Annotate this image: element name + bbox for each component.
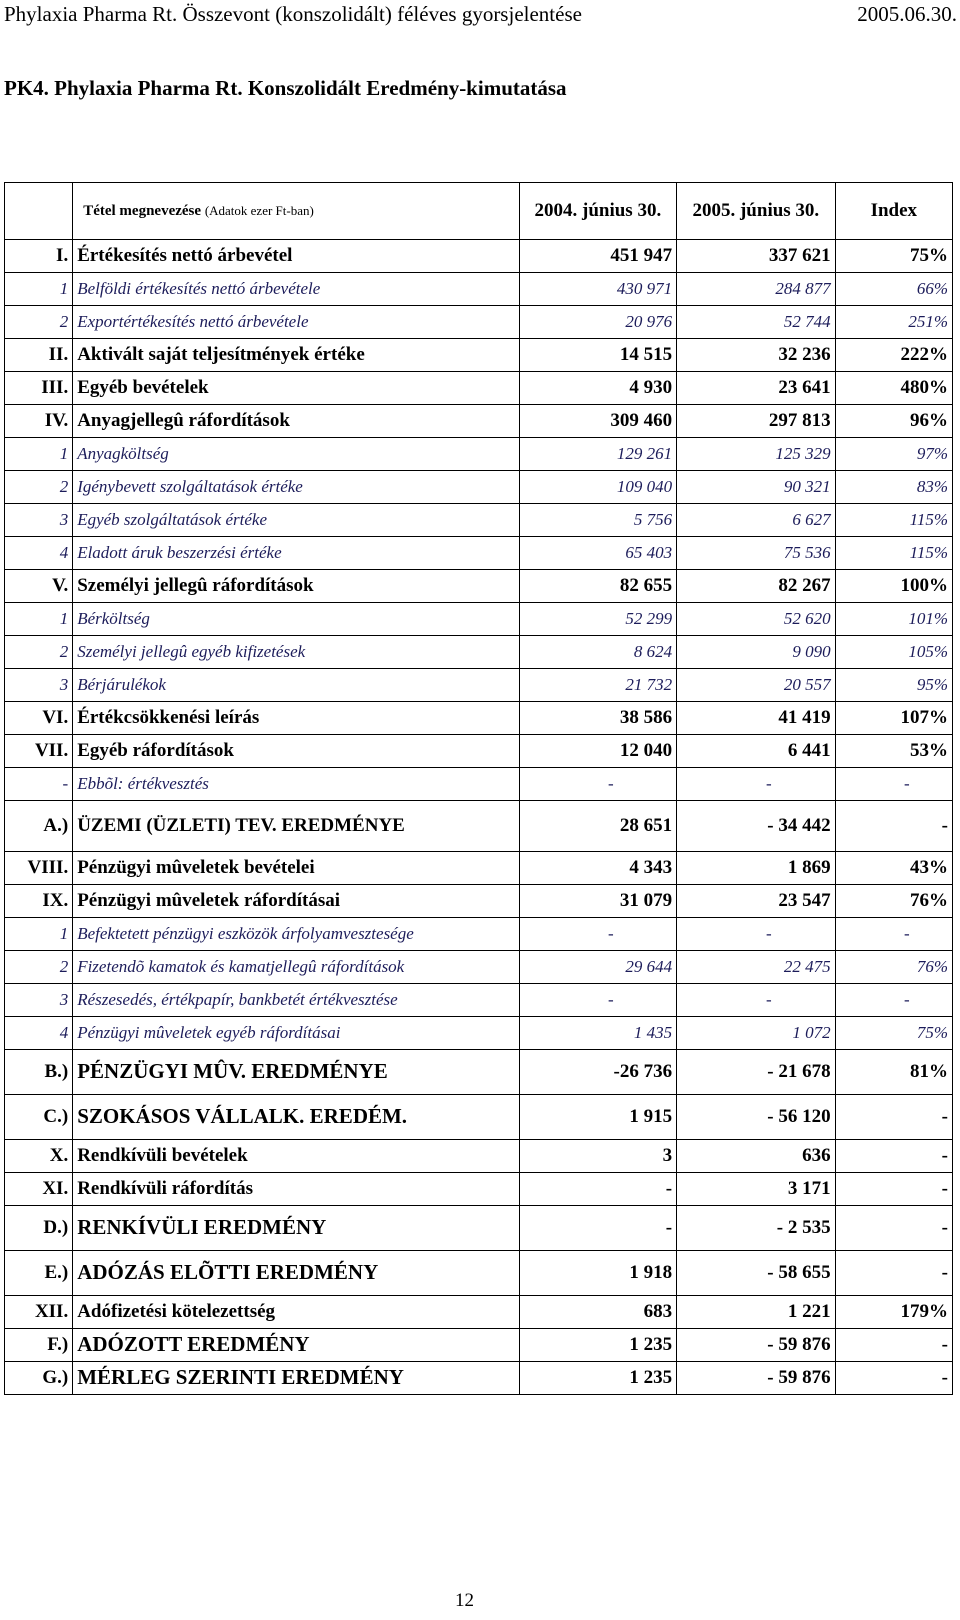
row-label: Exportértékesítés nettó árbevétele (73, 306, 519, 339)
value-2004: 14 515 (519, 339, 676, 372)
index-value: - (835, 1329, 952, 1362)
table-row (5, 1050, 953, 1095)
row-number: 2 (5, 636, 73, 669)
value-2004: 5 756 (519, 504, 676, 537)
value-2004: -26 736 (519, 1050, 676, 1095)
row-label: Ebbõl: értékvesztés (73, 768, 519, 801)
table-row (5, 372, 953, 405)
value-2004: 82 655 (519, 570, 676, 603)
value-2004: 52 299 (519, 603, 676, 636)
table-row (5, 1173, 953, 1206)
value-2005: 41 419 (677, 702, 836, 735)
table-row (5, 273, 953, 306)
row-number: V. (5, 570, 73, 603)
income-statement-table (4, 182, 953, 1395)
value-2005: 1 221 (677, 1296, 836, 1329)
index-value: 66% (835, 273, 952, 306)
value-2005: - 59 876 (677, 1329, 836, 1362)
row-label: ÜZEMI (ÜZLETI) TEV. EREDMÉNYE (73, 801, 519, 852)
row-number: III. (5, 372, 73, 405)
value-2005: 6 441 (677, 735, 836, 768)
index-value: 43% (835, 852, 952, 885)
value-2005: 32 236 (677, 339, 836, 372)
table-row (5, 1140, 953, 1173)
value-2005: 6 627 (677, 504, 836, 537)
value-2005: 337 621 (677, 240, 836, 273)
index-value: - (835, 801, 952, 852)
value-2004: 1 915 (519, 1095, 676, 1140)
value-2005: 1 869 (677, 852, 836, 885)
value-2005: - (677, 984, 836, 1017)
table-row (5, 918, 953, 951)
value-2005: 52 620 (677, 603, 836, 636)
index-value: 81% (835, 1050, 952, 1095)
table-row (5, 1206, 953, 1251)
value-2004: 28 651 (519, 801, 676, 852)
index-value: - (835, 1095, 952, 1140)
row-number: 4 (5, 537, 73, 570)
table-row (5, 885, 953, 918)
row-number: VII. (5, 735, 73, 768)
value-2004: 683 (519, 1296, 676, 1329)
page-number: 12 (455, 1590, 474, 1611)
row-label: Bérköltség (73, 603, 519, 636)
row-number: G.) (5, 1362, 73, 1395)
value-2004: - (519, 768, 676, 801)
row-number: VI. (5, 702, 73, 735)
index-value: 480% (835, 372, 952, 405)
value-2004: 430 971 (519, 273, 676, 306)
row-label: Anyagjellegû ráfordítások (73, 405, 519, 438)
row-label: Pénzügyi mûveletek ráfordításai (73, 885, 519, 918)
row-number: X. (5, 1140, 73, 1173)
row-label: Egyéb bevételek (73, 372, 519, 405)
table-row (5, 702, 953, 735)
index-value: 96% (835, 405, 952, 438)
row-number: 2 (5, 306, 73, 339)
row-number: E.) (5, 1251, 73, 1296)
value-2005: 1 072 (677, 1017, 836, 1050)
table-row (5, 603, 953, 636)
header-number-cell (5, 183, 73, 240)
row-label: ADÓZÁS ELÕTTI EREDMÉNY (73, 1251, 519, 1296)
row-label: MÉRLEG SZERINTI EREDMÉNY (73, 1362, 519, 1395)
index-value: 95% (835, 669, 952, 702)
value-2005: - 2 535 (677, 1206, 836, 1251)
value-2005: 20 557 (677, 669, 836, 702)
index-value: - (835, 1251, 952, 1296)
value-2005: 9 090 (677, 636, 836, 669)
row-label: Személyi jellegû ráfordítások (73, 570, 519, 603)
value-2004: 65 403 (519, 537, 676, 570)
row-number: C.) (5, 1095, 73, 1140)
value-2005: 636 (677, 1140, 836, 1173)
table-row (5, 405, 953, 438)
value-2005: 22 475 (677, 951, 836, 984)
header-item-label: Tétel megnevezése (83, 202, 202, 219)
row-number: XII. (5, 1296, 73, 1329)
index-value: 251% (835, 306, 952, 339)
row-number: 2 (5, 471, 73, 504)
index-value: 115% (835, 504, 952, 537)
index-value: - (835, 918, 952, 951)
value-2005: 23 547 (677, 885, 836, 918)
header-item-name (73, 183, 519, 240)
header-col-2005: 2005. június 30. (677, 183, 836, 240)
value-2004: 4 930 (519, 372, 676, 405)
table-row (5, 240, 953, 273)
header-col-index: Index (835, 183, 952, 240)
value-2004: 29 644 (519, 951, 676, 984)
value-2005: 82 267 (677, 570, 836, 603)
row-label: Értékcsökkenési leírás (73, 702, 519, 735)
value-2004: - (519, 1173, 676, 1206)
value-2005: 297 813 (677, 405, 836, 438)
row-number: - (5, 768, 73, 801)
row-number: IX. (5, 885, 73, 918)
value-2005: - 58 655 (677, 1251, 836, 1296)
value-2005: 23 641 (677, 372, 836, 405)
value-2004: - (519, 984, 676, 1017)
row-label: Igénybevett szolgáltatások értéke (73, 471, 519, 504)
value-2005: - 56 120 (677, 1095, 836, 1140)
index-value: - (835, 984, 952, 1017)
row-label: Pénzügyi mûveletek egyéb ráfordításai (73, 1017, 519, 1050)
value-2004: 109 040 (519, 471, 676, 504)
value-2004: 1 235 (519, 1362, 676, 1395)
value-2004: 1 918 (519, 1251, 676, 1296)
row-number: XI. (5, 1173, 73, 1206)
table-row (5, 852, 953, 885)
value-2004: 8 624 (519, 636, 676, 669)
value-2004: - (519, 1206, 676, 1251)
row-label: Eladott áruk beszerzési értéke (73, 537, 519, 570)
value-2004: 1 235 (519, 1329, 676, 1362)
row-label: Bérjárulékok (73, 669, 519, 702)
row-label: RENKÍVÜLI EREDMÉNY (73, 1206, 519, 1251)
value-2005: 3 171 (677, 1173, 836, 1206)
index-value: 97% (835, 438, 952, 471)
header-document-title: Phylaxia Pharma Rt. Összevont (konszolidált) féléves gyorsjelentése (4, 2, 582, 26)
value-2004: 309 460 (519, 405, 676, 438)
index-value: 75% (835, 240, 952, 273)
row-number: 1 (5, 438, 73, 471)
value-2005: 52 744 (677, 306, 836, 339)
index-value: 83% (835, 471, 952, 504)
value-2005: - 34 442 (677, 801, 836, 852)
row-number: 3 (5, 984, 73, 1017)
value-2005: 75 536 (677, 537, 836, 570)
row-label: Fizetendõ kamatok és kamatjellegû ráfordítások (73, 951, 519, 984)
table-row (5, 1296, 953, 1329)
row-number: 1 (5, 918, 73, 951)
index-value: - (835, 1362, 952, 1395)
table-row (5, 1329, 953, 1362)
index-value: 76% (835, 885, 952, 918)
row-label: Befektetett pénzügyi eszközök árfolyamvesztesége (73, 918, 519, 951)
index-value: - (835, 1206, 952, 1251)
value-2004: 20 976 (519, 306, 676, 339)
value-2005: 125 329 (677, 438, 836, 471)
value-2004: 21 732 (519, 669, 676, 702)
value-2004: 1 435 (519, 1017, 676, 1050)
row-number: F.) (5, 1329, 73, 1362)
row-label: ADÓZOTT EREDMÉNY (73, 1329, 519, 1362)
table-row (5, 339, 953, 372)
row-number: 3 (5, 669, 73, 702)
row-label: Egyéb ráfordítások (73, 735, 519, 768)
row-label: Anyagköltség (73, 438, 519, 471)
value-2005: - (677, 768, 836, 801)
row-number: B.) (5, 1050, 73, 1095)
row-number: 1 (5, 603, 73, 636)
table-row (5, 636, 953, 669)
value-2005: - 21 678 (677, 1050, 836, 1095)
row-label: Pénzügyi mûveletek bevételei (73, 852, 519, 885)
table-row (5, 669, 953, 702)
table-row (5, 438, 953, 471)
value-2004: 31 079 (519, 885, 676, 918)
row-label: Belföldi értékesítés nettó árbevétele (73, 273, 519, 306)
header-date: 2005.06.30. (857, 2, 957, 26)
row-number: I. (5, 240, 73, 273)
row-number: D.) (5, 1206, 73, 1251)
table-row (5, 306, 953, 339)
header-col-2004: 2004. június 30. (519, 183, 676, 240)
index-value: 75% (835, 1017, 952, 1050)
row-number: VIII. (5, 852, 73, 885)
row-label: PÉNZÜGYI MÛV. EREDMÉNYE (73, 1050, 519, 1095)
table-row (5, 984, 953, 1017)
table-row (5, 1251, 953, 1296)
index-value: - (835, 768, 952, 801)
row-label: SZOKÁSOS VÁLLALK. EREDÉM. (73, 1095, 519, 1140)
value-2004: 38 586 (519, 702, 676, 735)
row-label: Adófizetési kötelezettség (73, 1296, 519, 1329)
value-2005: - 59 876 (677, 1362, 836, 1395)
index-value: 107% (835, 702, 952, 735)
row-number: 2 (5, 951, 73, 984)
table-row (5, 537, 953, 570)
row-label: Rendkívüli ráfordítás (73, 1173, 519, 1206)
table-row (5, 471, 953, 504)
report-title: PK4. Phylaxia Pharma Rt. Konszolidált Eredmény-kimutatása (4, 76, 567, 100)
table-row (5, 735, 953, 768)
index-value: 76% (835, 951, 952, 984)
row-number: IV. (5, 405, 73, 438)
value-2005: 90 321 (677, 471, 836, 504)
table-row (5, 1362, 953, 1395)
value-2004: 451 947 (519, 240, 676, 273)
value-2004: - (519, 918, 676, 951)
value-2004: 3 (519, 1140, 676, 1173)
row-label: Aktivált saját teljesítmények értéke (73, 339, 519, 372)
row-label: Részesedés, értékpapír, bankbetét értékvesztése (73, 984, 519, 1017)
table-row (5, 801, 953, 852)
index-value: - (835, 1173, 952, 1206)
index-value: 105% (835, 636, 952, 669)
index-value: 101% (835, 603, 952, 636)
index-value: 179% (835, 1296, 952, 1329)
table-row (5, 768, 953, 801)
row-label: Értékesítés nettó árbevétel (73, 240, 519, 273)
row-label: Egyéb szolgáltatások értéke (73, 504, 519, 537)
value-2005: 284 877 (677, 273, 836, 306)
header-unit-note: (Adatok ezer Ft-ban) (204, 202, 314, 218)
row-number: 4 (5, 1017, 73, 1050)
table-row (5, 1095, 953, 1140)
table-row (5, 504, 953, 537)
index-value: - (835, 1140, 952, 1173)
row-number: II. (5, 339, 73, 372)
value-2004: 129 261 (519, 438, 676, 471)
table-header-row (5, 183, 953, 240)
index-value: 222% (835, 339, 952, 372)
row-number: 1 (5, 273, 73, 306)
row-label: Rendkívüli bevételek (73, 1140, 519, 1173)
table-row (5, 1017, 953, 1050)
value-2004: 12 040 (519, 735, 676, 768)
row-number: A.) (5, 801, 73, 852)
table-row (5, 570, 953, 603)
row-number: 3 (5, 504, 73, 537)
index-value: 100% (835, 570, 952, 603)
index-value: 115% (835, 537, 952, 570)
table-row (5, 951, 953, 984)
index-value: 53% (835, 735, 952, 768)
row-label: Személyi jellegû egyéb kifizetések (73, 636, 519, 669)
value-2005: - (677, 918, 836, 951)
value-2004: 4 343 (519, 852, 676, 885)
page-header (0, 0, 960, 30)
